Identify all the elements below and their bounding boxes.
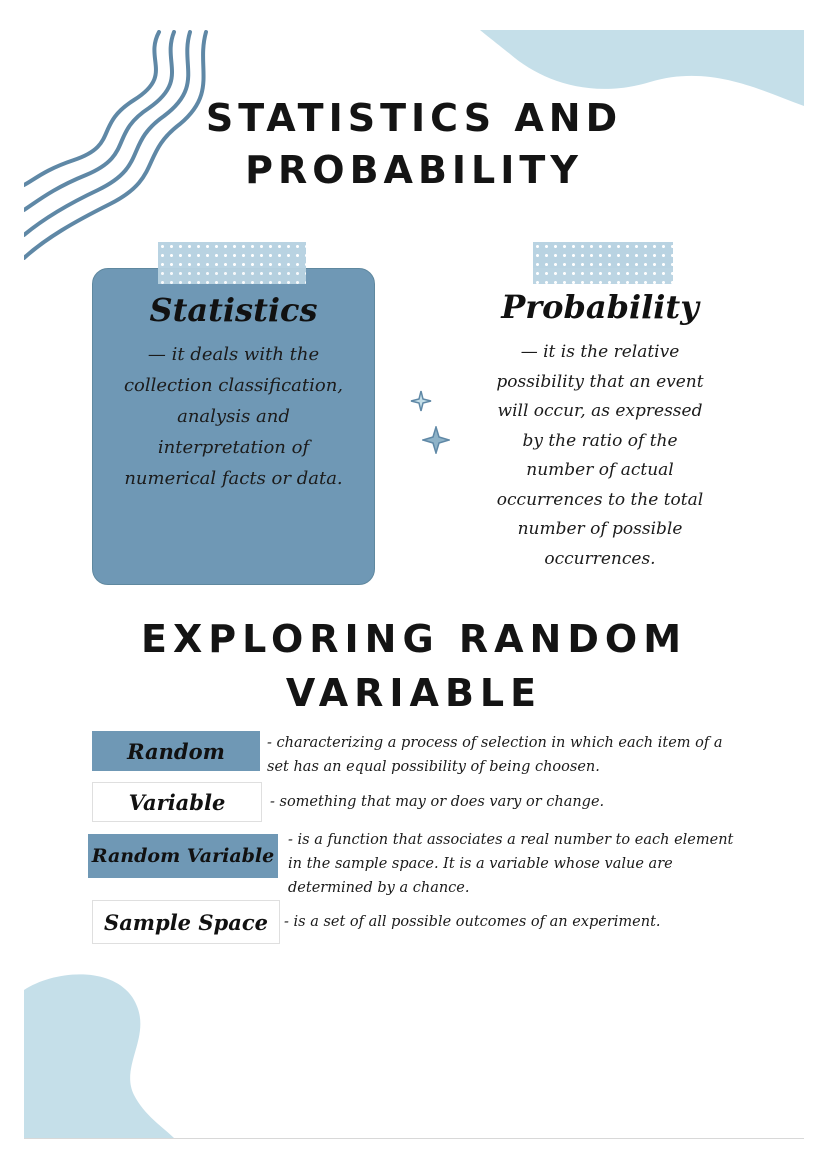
probability-card — [465, 268, 735, 569]
statistics-card — [92, 268, 375, 585]
page-title — [0, 92, 828, 196]
probability-heading: Probability — [501, 288, 699, 326]
term-definition: - something that may or does vary or change. — [270, 794, 605, 810]
term-badge: Variable — [92, 782, 262, 822]
term-definition: - is a set of all possible outcomes of an experiment. — [284, 914, 661, 930]
term-badge: Random — [92, 731, 260, 771]
term-definition: - is a function that associates a real number to each element in the sample space. It is a variable whose value are determined by a chance. — [288, 832, 734, 896]
sparkle-icon — [410, 390, 432, 412]
statistics-definition: — it deals with the collection classification, analysis and interpretation of numerical facts or data. — [123, 344, 344, 489]
section-title-line-2: VARIABLE — [285, 671, 543, 715]
section-title — [0, 612, 828, 720]
section-title-line-1: EXPLORING RANDOM — [140, 617, 688, 661]
term-badge: Sample Space — [92, 900, 280, 944]
term-row-sample-space — [92, 900, 752, 946]
term-row-random — [92, 731, 752, 779]
tape-decoration — [533, 242, 673, 284]
term-row-variable — [92, 782, 752, 822]
term-badge: Random Variable — [88, 834, 278, 878]
tape-decoration — [158, 242, 306, 284]
page-title-line-1: STATISTICS AND — [205, 96, 623, 140]
page-title-line-2: PROBABILITY — [245, 148, 583, 192]
term-definition: - characterizing a process of selection in which each item of a set has an equal possibility of being choosen. — [267, 735, 723, 775]
probability-definition: — it is the relative possibility that an event will occur, as expressed by the ratio of the number of actual occurrences to the total number of possible occurrences. — [496, 342, 704, 569]
statistics-heading: Statistics — [149, 291, 318, 329]
bottom-left-blob-decoration — [24, 970, 184, 1138]
term-row-random-variable — [92, 828, 752, 900]
sparkle-icon — [422, 426, 450, 454]
